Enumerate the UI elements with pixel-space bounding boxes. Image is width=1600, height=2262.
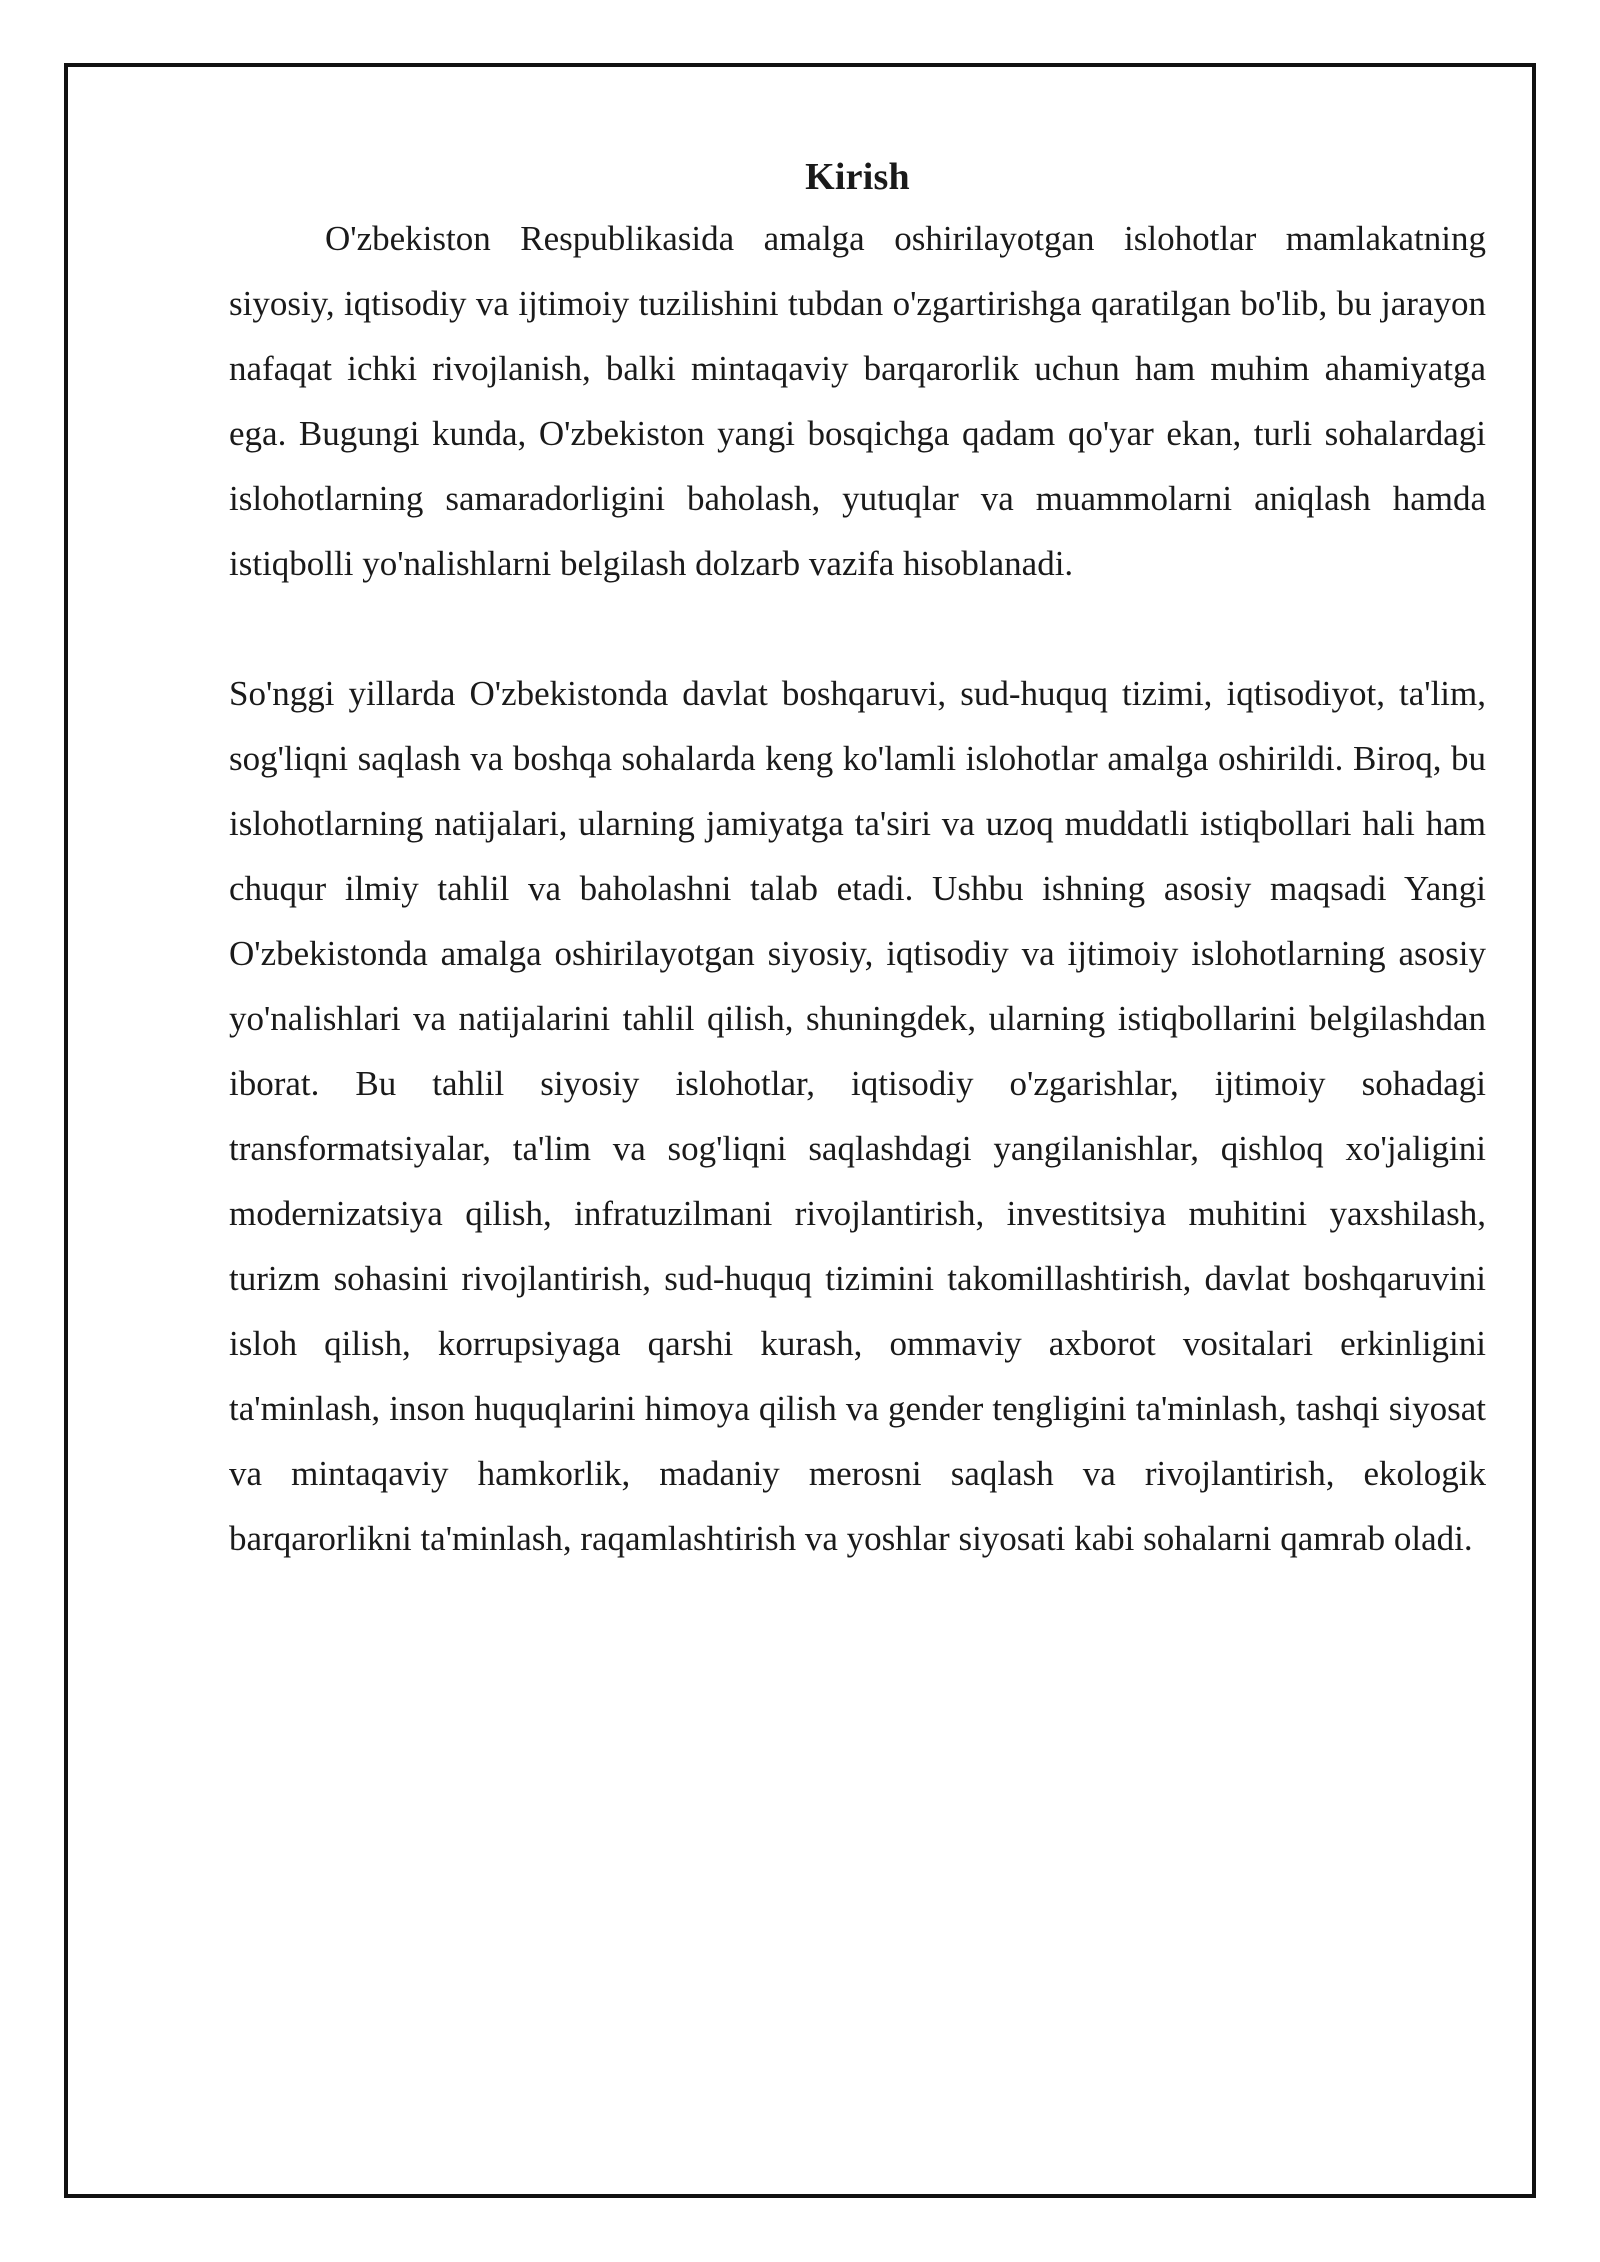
document-body [229, 148, 1486, 1571]
paragraph-intro: O'zbekiston Respublikasida amalga oshirilayotgan islohotlar mamlakatning siyosiy, iqtisodiy va ijtimoiy tuzilishini tubdan o'zgartirishga qaratilgan bo'lib, bu jarayon nafaqat ichki rivojlanish, balki mintaqaviy barqarorlik uchun ham muhim ahamiyatga ega. Bugungi kunda, O'zbekiston yangi bosqichga qadam qo'yar ekan, turli sohalardagi islohotlarning samaradorligini baholash, yutuqlar va muammolarni aniqlash hamda istiqbolli yo'nalishlarni belgilash dolzarb vazifa hisoblanadi. [229, 219, 1486, 583]
paragraph-main: So'nggi yillarda O'zbekistonda davlat boshqaruvi, sud-huquq tizimi, iqtisodiyot, ta'lim, sog'liqni saqlash va boshqa sohalarda keng ko'lamli islohotlar amalga oshirildi. Biroq, bu islohotlarning natijalari, ularning jamiyatga ta'siri va uzoq muddatli istiqbollari hali ham chuqur ilmiy tahlil va baholashni talab etadi. Ushbu ishning asosiy maqsadi Yangi O'zbekistonda amalga oshirilayotgan siyosiy, iqtisodiy va ijtimoiy islohotlarning asosiy yo'nalishlari va natijalarini tahlil qilish, shuningdek, ularning istiqbollarini belgilashdan iborat. Bu tahlil siyosiy islohotlar, iqtisodiy o'zgarishlar, ijtimoiy sohadagi transformatsiyalar, ta'lim va sog'liqni saqlashdagi yangilanishlar, qishloq xo'jaligini modernizatsiya qilish, infratuzilmani rivojlantirish, investitsiya muhitini yaxshilash, turizm sohasini rivojlantirish, sud-huquq tizimini takomillashtirish, davlat boshqaruvini isloh qilish, korrupsiyaga qarshi kurash, ommaviy axborot vositalari erkinligini ta'minlash, inson huquqlarini himoya qilish va gender tengligini ta'minlash, tashqi siyosat va mintaqaviy hamkorlik, madaniy merosni saqlash va rivojlantirish, ekologik barqarorlikni ta'minlash, raqamlashtirish va yoshlar siyosati kabi sohalarni qamrab oladi. [229, 674, 1486, 1558]
document-title: Kirish [805, 156, 910, 198]
